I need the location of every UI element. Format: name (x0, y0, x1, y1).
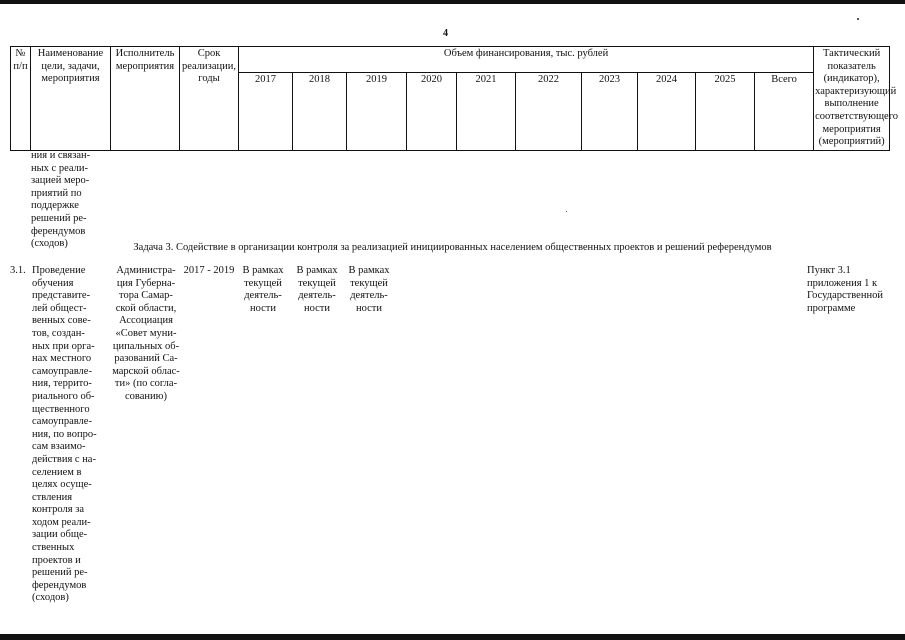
funding-2017: В рамках текущей деятель- ности (242, 265, 284, 314)
scan-border-bottom (0, 634, 905, 640)
header-indicator: Тактический показатель (индикатор), характеризующий выполнение соответствующего мероприятия (мероприятий) (814, 47, 890, 151)
header-year: 2022 (516, 73, 582, 151)
activity-indicator: Пункт 3.1 приложения 1 к Государственной программе (807, 265, 883, 314)
scan-speck (566, 211, 567, 212)
header-year: 2019 (347, 73, 407, 151)
header-year: 2020 (407, 73, 457, 151)
scan-speck (857, 18, 859, 20)
header-year-total: Всего (755, 73, 814, 151)
header-year: 2018 (293, 73, 347, 151)
header-year: 2021 (457, 73, 516, 151)
activity-executor: Администра- ция Губерна- тора Самар- ской области, Ассоциация «Совет муни- ципальных об- разований Са- марской облас- ти» (по согла- сованию) (112, 265, 180, 402)
header-year: 2024 (638, 73, 696, 151)
funding-2019: В рамках текущей деятель- ности (348, 265, 390, 314)
funding-table-header (10, 46, 898, 151)
header-year: 2023 (582, 73, 638, 151)
scan-border-top (0, 0, 905, 4)
funding-2018: В рамках текущей деятель- ности (296, 265, 338, 314)
activity-name: Проведение обучения представите- лей общест- венных сове- тов, создан- ных при орга- нах местного самоуправле- ния, террито- риального об- щественного самоуправле- ния, по вопро- сам взаимо- действия с на- селением в целях осуще- ствления контроля за ходом реали- зации обще- ственных проектов и решений ре- ферендумов (сходов) (32, 265, 97, 604)
header-year: 2025 (696, 73, 755, 151)
task-heading: Задача 3. Содействие в организации контроля за реализацией инициированных населением общественных проектов и решений референдумов (133, 242, 772, 253)
header-period: Срок реализации, годы (180, 47, 239, 151)
header-name: Наименование цели, задачи, мероприятия (31, 47, 111, 151)
continued-activity-name: ния и связан- ных с реали- зацией меро- приятий по поддержке решений ре- ферендумов (сходов) (31, 150, 91, 250)
header-funding: Объем финансирования, тыс. рублей (239, 47, 814, 73)
header-executor: Исполнитель мероприятия (111, 47, 180, 151)
header-number: № п/п (11, 47, 31, 151)
activity-number: 3.1. (10, 265, 26, 276)
activity-period: 2017 - 2019 (183, 265, 235, 276)
page-number: 4 (443, 28, 448, 39)
header-year: 2017 (239, 73, 293, 151)
